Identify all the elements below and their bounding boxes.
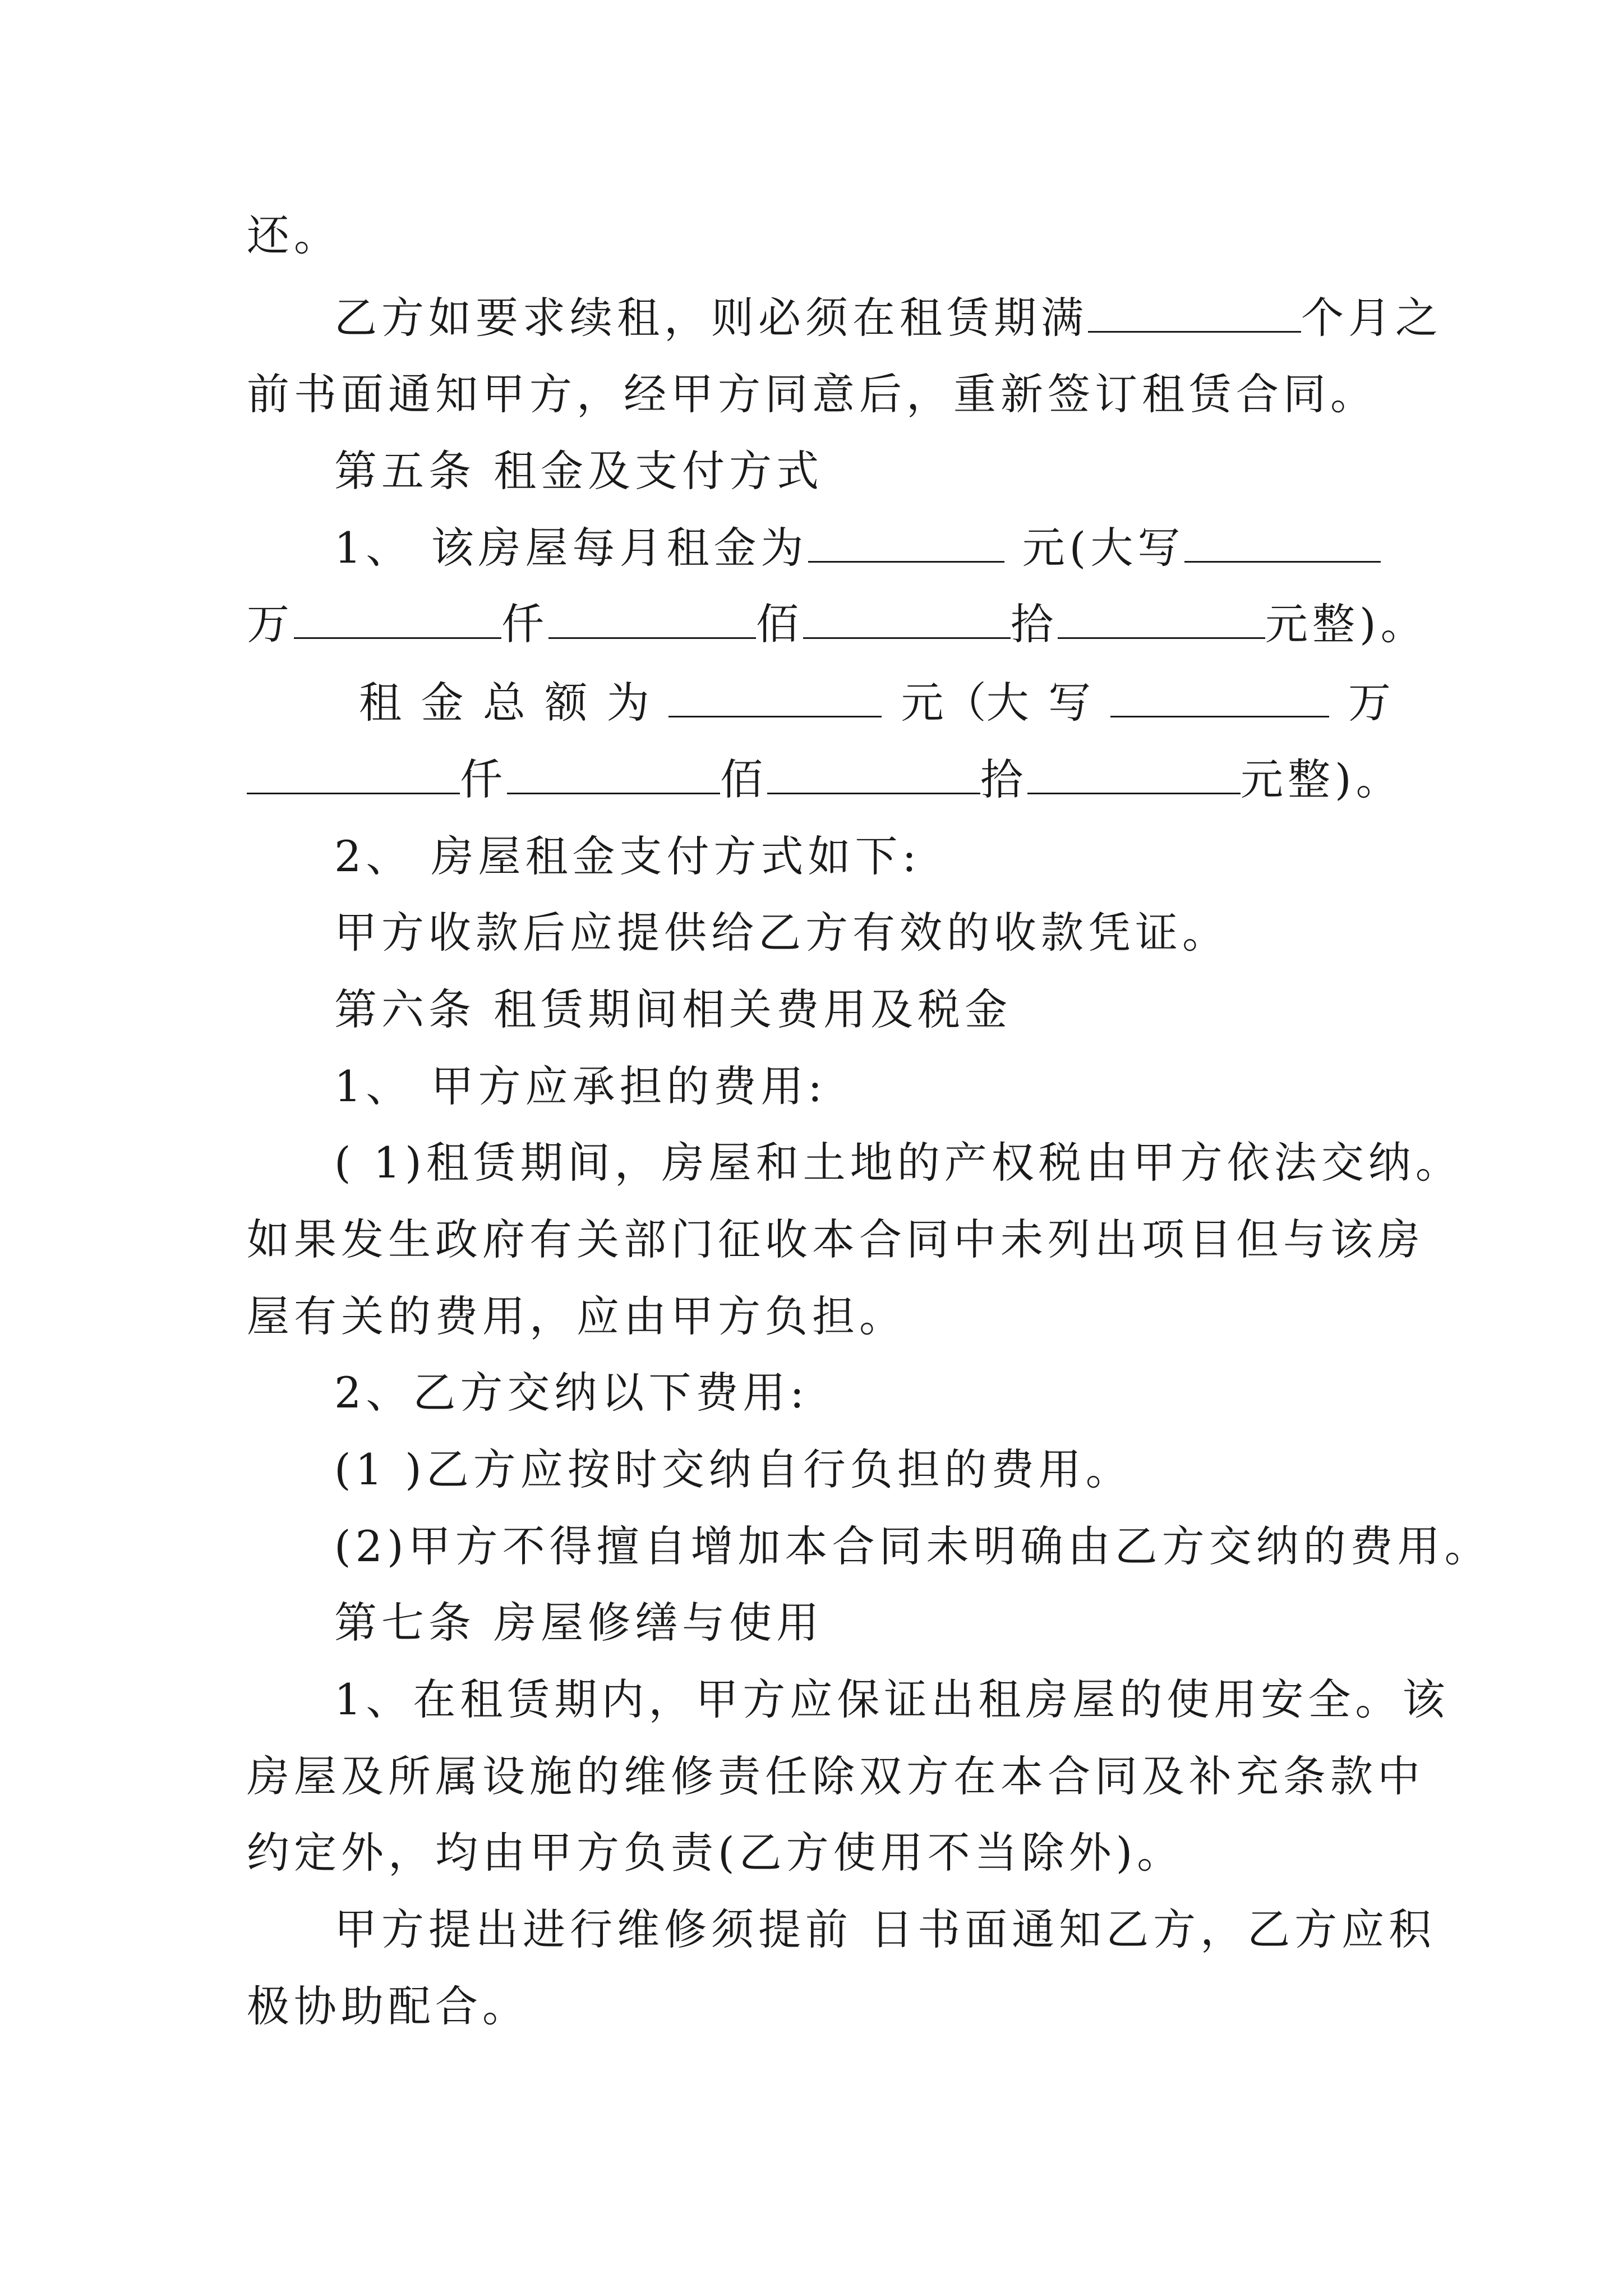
text-segment: 甲方收款后应提供给乙方有效的收款凭证。 (334, 908, 1229, 958)
text-line (334, 1059, 1478, 1115)
text-segment: 1、在租赁期内，甲方应保证出租房屋的使用安全。该 (334, 1674, 1450, 1724)
section-heading (334, 443, 1478, 499)
text-line (334, 1365, 1478, 1421)
text-line (334, 1519, 1492, 1575)
text-segment: ( 1)租赁期间，房屋和土地的产权税由甲方依法交纳。 (334, 1138, 1463, 1188)
text-segment: (1 )乙方应按时交纳自行负担的费用。 (334, 1444, 1133, 1494)
text-segment: 元（大 (901, 678, 1029, 728)
fill-in-blank (507, 756, 720, 794)
text-line (334, 905, 1478, 961)
fill-in-blank (294, 600, 501, 639)
text-segment: 万 (1348, 678, 1391, 728)
text-line (334, 1902, 1478, 1958)
text-segment: 佰 (720, 754, 767, 804)
fill-in-blank (548, 600, 756, 639)
text-line (247, 208, 1391, 264)
fill-in-blank (1088, 294, 1301, 333)
text-segment: 乙方如要求续租，则必须在租赁期满 (334, 293, 1088, 343)
text-line (247, 752, 1403, 808)
text-line (247, 596, 1428, 652)
text-segment: 第七条 房屋修缮与使用 (334, 1598, 824, 1648)
text-segment: 元(大写 (1022, 523, 1185, 573)
text-segment: 1、 该房屋每月租金为 (334, 523, 808, 573)
text-segment: 万 (247, 599, 294, 649)
text-line (334, 520, 1478, 576)
fill-in-blank (803, 600, 1011, 639)
text-segment: 租 (359, 678, 402, 728)
fill-in-blank (1110, 679, 1329, 717)
text-segment: 第六条 租赁期间相关费用及税金 (334, 984, 1012, 1034)
text-segment: 仟 (501, 599, 548, 649)
text-line (334, 829, 1478, 885)
text-line (334, 1442, 1478, 1498)
text-segment: 屋有关的费用，应由甲方负担。 (247, 1291, 906, 1341)
text-segment: 总 (482, 678, 525, 728)
text-line (334, 290, 1478, 346)
section-heading (334, 982, 1478, 1038)
text-segment: 个月之 (1301, 293, 1442, 343)
text-segment: 如果发生政府有关部门征收本合同中未列出项目但与该房 (247, 1214, 1424, 1264)
fill-in-blank (808, 524, 1004, 563)
text-segment: 元整)。 (1265, 599, 1428, 649)
text-segment: 额 (545, 678, 588, 728)
text-line (247, 1212, 1424, 1268)
text-segment: 金 (421, 678, 464, 728)
text-segment: 元整)。 (1241, 754, 1403, 804)
text-segment: 甲方提出进行维修须提前 日书面通知乙方，乙方应积 (334, 1904, 1436, 1954)
text-line (334, 1672, 1478, 1728)
text-segment: 写 (1048, 678, 1091, 728)
text-line (247, 1749, 1424, 1805)
fill-in-blank (767, 756, 980, 794)
fill-in-blank (1058, 600, 1265, 639)
fill-in-blank (1184, 524, 1381, 563)
text-line (247, 1978, 1391, 2035)
text-segment: 拾 (980, 754, 1027, 804)
text-segment: 2、乙方交纳以下费用: (334, 1368, 809, 1418)
text-segment: 前书面通知甲方，经甲方同意后，重新签订租赁合同。 (247, 369, 1377, 419)
text-line (359, 675, 1391, 731)
text-segment: 1、 甲方应承担的费用: (334, 1061, 827, 1111)
text-segment: 拾 (1011, 599, 1058, 649)
fill-in-blank (247, 756, 460, 794)
text-segment: 第五条 租金及支付方式 (334, 446, 824, 496)
text-segment: (2)甲方不得擅自增加本合同未明确由乙方交纳的费用。 (334, 1521, 1492, 1571)
text-segment: 2、 房屋租金支付方式如下: (334, 831, 921, 881)
text-segment: 仟 (460, 754, 507, 804)
section-heading (334, 1595, 1478, 1651)
text-segment: 房屋及所属设施的维修责任除双方在本合同及补充条款中 (247, 1751, 1424, 1801)
text-segment: 约定外，均由甲方负责(乙方使用不当除外)。 (247, 1828, 1184, 1878)
text-line (247, 1825, 1391, 1881)
text-line (247, 366, 1391, 422)
text-segment: 佰 (756, 599, 803, 649)
text-segment: 为 (606, 678, 649, 728)
text-segment: 极协助配合。 (247, 1981, 529, 2031)
text-segment: 还。 (247, 210, 341, 260)
text-line (247, 1289, 1391, 1345)
text-line (334, 1135, 1478, 1191)
fill-in-blank (1027, 756, 1241, 794)
fill-in-blank (668, 679, 882, 717)
